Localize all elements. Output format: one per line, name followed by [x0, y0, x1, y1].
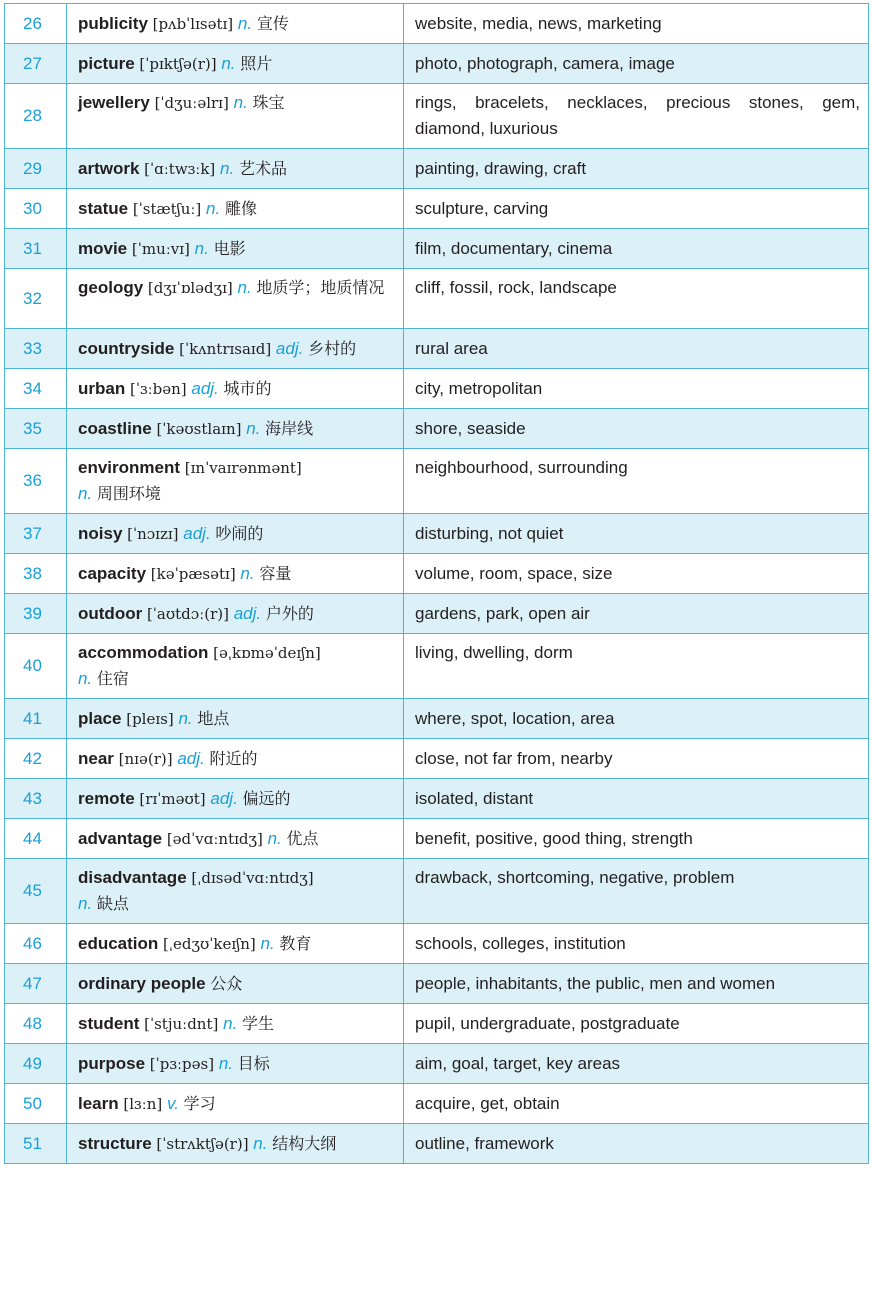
headword: student — [78, 1013, 140, 1033]
table-row — [5, 4, 869, 44]
synonyms-cell — [404, 229, 869, 269]
phonetic: [ˌdɪsədˈvɑːntɪdʒ] — [191, 869, 314, 887]
table-row — [5, 1044, 869, 1084]
entry-number: 50 — [5, 1084, 67, 1124]
synonyms-cell — [404, 924, 869, 964]
headword: learn — [78, 1093, 119, 1113]
headword: structure — [78, 1133, 152, 1153]
headword: artwork — [78, 158, 140, 178]
entry-number: 37 — [5, 514, 67, 554]
chinese-meaning: 附近的 — [209, 748, 258, 768]
entry-number: 47 — [5, 964, 67, 1004]
headword-cell — [67, 4, 404, 44]
table-row — [5, 449, 869, 514]
headword: accommodation — [78, 643, 209, 662]
synonyms: photo, photograph, camera, image — [415, 53, 675, 73]
headword: urban — [78, 378, 126, 398]
entry-number: 32 — [5, 269, 67, 329]
chinese-meaning: 城市的 — [223, 378, 272, 398]
table-row — [5, 229, 869, 269]
vocabulary-table — [4, 3, 869, 1164]
table-row — [5, 1004, 869, 1044]
synonyms: gardens, park, open air — [415, 603, 590, 623]
chinese-meaning: 缺点 — [96, 894, 129, 913]
headword-cell — [67, 44, 404, 84]
chinese-meaning: 乡村的 — [308, 338, 357, 358]
vocabulary-table-body — [5, 4, 869, 1164]
headword: picture — [78, 53, 135, 73]
table-row — [5, 269, 869, 329]
phonetic: [ˈaʊtdɔː(r)] — [146, 604, 229, 623]
headword: countryside — [78, 338, 175, 358]
part-of-speech: n. — [178, 708, 193, 728]
synonyms-cell — [404, 329, 869, 369]
table-row — [5, 189, 869, 229]
entry-number: 36 — [5, 449, 67, 514]
table-row — [5, 1084, 869, 1124]
table-row — [5, 1124, 869, 1164]
table-row — [5, 594, 869, 634]
phonetic: [ˈkʌntrɪsaɪd] — [179, 339, 272, 358]
synonyms: isolated, distant — [415, 788, 534, 808]
chinese-meaning: 公众 — [210, 973, 243, 993]
synonyms-cell — [404, 1124, 869, 1164]
entry-number: 26 — [5, 4, 67, 44]
part-of-speech: adj. — [275, 338, 304, 358]
headword-cell — [67, 779, 404, 819]
headword-cell — [67, 269, 404, 329]
chinese-meaning: 艺术品 — [238, 158, 287, 178]
part-of-speech: n. — [220, 158, 235, 178]
synonyms: where, spot, location, area — [415, 708, 615, 728]
chinese-meaning: 结构大纲 — [272, 1133, 337, 1153]
phonetic: [ˌedʒʊˈkeɪʃn] — [163, 934, 256, 953]
headword-cell — [67, 819, 404, 859]
headword: purpose — [78, 1053, 146, 1073]
part-of-speech: n. — [253, 1133, 268, 1153]
synonyms-cell — [404, 4, 869, 44]
synonyms: drawback, shortcoming, negative, problem — [415, 868, 735, 887]
headword-cell — [67, 84, 404, 149]
synonyms: rings, bracelets, necklaces, precious stones, gem, diamond, luxurious — [415, 93, 860, 138]
synonyms: painting, drawing, craft — [415, 158, 587, 178]
chinese-meaning: 地点 — [197, 708, 230, 728]
chinese-meaning: 吵闹的 — [215, 523, 264, 543]
synonyms-cell — [404, 819, 869, 859]
entry-number: 40 — [5, 634, 67, 699]
table-row — [5, 964, 869, 1004]
chinese-meaning: 容量 — [259, 563, 292, 583]
entry-number: 38 — [5, 554, 67, 594]
table-row — [5, 149, 869, 189]
synonyms: close, not far from, nearby — [415, 748, 613, 768]
table-row — [5, 554, 869, 594]
chinese-meaning: 地质学；地质情况 — [256, 278, 385, 297]
chinese-meaning: 海岸线 — [265, 418, 314, 438]
headword-cell — [67, 369, 404, 409]
part-of-speech: n. — [221, 53, 236, 73]
headword-cell — [67, 1084, 404, 1124]
entry-number: 29 — [5, 149, 67, 189]
part-of-speech: n. — [240, 563, 255, 583]
entry-number: 42 — [5, 739, 67, 779]
headword: disadvantage — [78, 868, 187, 887]
chinese-meaning: 学习 — [183, 1093, 216, 1113]
headword: movie — [78, 238, 128, 258]
phonetic: [kəˈpæsətɪ] — [150, 564, 236, 583]
entry-number: 45 — [5, 859, 67, 924]
phonetic: [ˈstrʌktʃə(r)] — [156, 1134, 249, 1153]
phonetic: [ˈnɔɪzɪ] — [127, 524, 179, 543]
synonyms-cell — [404, 84, 869, 149]
table-row — [5, 819, 869, 859]
synonyms: neighbourhood, surrounding — [415, 458, 628, 477]
headword-cell — [67, 634, 404, 699]
headword: publicity — [78, 13, 148, 33]
headword: jewellery — [78, 93, 150, 112]
synonyms: living, dwelling, dorm — [415, 643, 573, 662]
synonyms: film, documentary, cinema — [415, 238, 613, 258]
entry-number: 48 — [5, 1004, 67, 1044]
entry-number: 30 — [5, 189, 67, 229]
phonetic: [rɪˈməʊt] — [139, 789, 206, 808]
headword-cell — [67, 924, 404, 964]
entry-number: 27 — [5, 44, 67, 84]
synonyms-cell — [404, 449, 869, 514]
synonyms-cell — [404, 554, 869, 594]
table-row — [5, 634, 869, 699]
entry-number: 43 — [5, 779, 67, 819]
part-of-speech: adj. — [210, 788, 238, 808]
part-of-speech: v. — [166, 1093, 179, 1113]
synonyms-cell — [404, 594, 869, 634]
entry-number: 34 — [5, 369, 67, 409]
headword: capacity — [78, 563, 147, 583]
headword-cell — [67, 739, 404, 779]
phonetic: [əˌkɒməˈdeɪʃn] — [213, 644, 321, 662]
phonetic: [pʌbˈlɪsətɪ] — [152, 14, 234, 33]
part-of-speech: n. — [246, 418, 261, 438]
headword: coastline — [78, 418, 152, 438]
part-of-speech: n. — [78, 669, 93, 688]
part-of-speech: n. — [237, 13, 253, 33]
headword: geology — [78, 278, 144, 297]
headword: education — [78, 933, 159, 953]
synonyms: rural area — [415, 338, 488, 358]
table-row — [5, 329, 869, 369]
phonetic: [ˈɜːbən] — [129, 379, 187, 398]
headword: ordinary people — [78, 973, 206, 993]
entry-number: 31 — [5, 229, 67, 269]
table-row — [5, 924, 869, 964]
entry-number: 44 — [5, 819, 67, 859]
table-row — [5, 779, 869, 819]
part-of-speech: n. — [223, 1013, 238, 1033]
synonyms-cell — [404, 859, 869, 924]
synonyms-cell — [404, 514, 869, 554]
headword-cell — [67, 554, 404, 594]
synonyms-cell — [404, 1044, 869, 1084]
headword-cell — [67, 514, 404, 554]
headword-cell — [67, 859, 404, 924]
chinese-meaning: 宣传 — [256, 13, 289, 33]
phonetic: [ɪnˈvaɪrənmənt] — [184, 459, 302, 477]
headword-cell — [67, 449, 404, 514]
chinese-meaning: 目标 — [237, 1053, 270, 1073]
synonyms: sculpture, carving — [415, 198, 549, 218]
table-row — [5, 409, 869, 449]
synonyms-cell — [404, 149, 869, 189]
entry-number: 46 — [5, 924, 67, 964]
synonyms-cell — [404, 189, 869, 229]
headword: statue — [78, 198, 129, 218]
part-of-speech: n. — [267, 828, 282, 848]
chinese-meaning: 电影 — [213, 238, 246, 258]
table-row — [5, 84, 869, 149]
chinese-meaning: 教育 — [279, 933, 312, 953]
table-row — [5, 699, 869, 739]
synonyms: website, media, news, marketing — [415, 13, 662, 33]
part-of-speech: n. — [206, 198, 221, 218]
synonyms-cell — [404, 964, 869, 1004]
synonyms: people, inhabitants, the public, men and women — [415, 973, 776, 993]
synonyms: shore, seaside — [415, 418, 526, 438]
chinese-meaning: 珠宝 — [252, 93, 285, 112]
phonetic: [ˈdʒuːəlrɪ] — [154, 94, 229, 112]
chinese-meaning: 雕像 — [224, 198, 257, 218]
entry-number: 39 — [5, 594, 67, 634]
part-of-speech: adj. — [233, 603, 262, 623]
entry-number: 28 — [5, 84, 67, 149]
headword-cell — [67, 189, 404, 229]
headword: place — [78, 708, 122, 728]
synonyms-cell — [404, 1004, 869, 1044]
part-of-speech: n. — [78, 484, 93, 503]
synonyms: city, metropolitan — [415, 378, 543, 398]
synonyms-cell — [404, 269, 869, 329]
phonetic: [nɪə(r)] — [118, 749, 173, 768]
headword-cell — [67, 149, 404, 189]
chinese-meaning: 周围环境 — [96, 484, 161, 503]
headword: outdoor — [78, 603, 143, 623]
table-row — [5, 369, 869, 409]
entry-number: 49 — [5, 1044, 67, 1084]
synonyms-cell — [404, 1084, 869, 1124]
headword-cell — [67, 409, 404, 449]
entry-number: 41 — [5, 699, 67, 739]
phonetic: [ˈstjuːdnt] — [144, 1014, 219, 1033]
chinese-meaning: 住宿 — [96, 669, 129, 688]
phonetic: [pleɪs] — [126, 709, 174, 728]
headword-cell — [67, 594, 404, 634]
headword: remote — [78, 788, 135, 808]
synonyms-cell — [404, 779, 869, 819]
headword-cell — [67, 1004, 404, 1044]
headword: environment — [78, 458, 181, 477]
part-of-speech: n. — [194, 238, 209, 258]
synonyms: aim, goal, target, key areas — [415, 1053, 621, 1073]
part-of-speech: n. — [237, 278, 252, 297]
synonyms: acquire, get, obtain — [415, 1093, 560, 1113]
phonetic: [ˈmuːvɪ] — [131, 239, 190, 258]
synonyms: volume, room, space, size — [415, 563, 613, 583]
synonyms-cell — [404, 369, 869, 409]
synonyms: disturbing, not quiet — [415, 523, 564, 543]
part-of-speech: n. — [218, 1053, 234, 1073]
synonyms-cell — [404, 409, 869, 449]
phonetic: [dʒɪˈɒlədʒɪ] — [147, 279, 233, 297]
part-of-speech: n. — [78, 894, 93, 913]
chinese-meaning: 偏远的 — [242, 788, 291, 808]
phonetic: [ˈstætʃuː] — [132, 199, 202, 218]
headword-cell — [67, 1044, 404, 1084]
table-row — [5, 514, 869, 554]
part-of-speech: n. — [260, 933, 275, 953]
headword: near — [78, 748, 114, 768]
entry-number: 35 — [5, 409, 67, 449]
chinese-meaning: 优点 — [286, 828, 319, 848]
phonetic: [ˈkəʊstlaɪn] — [156, 419, 242, 438]
synonyms-cell — [404, 44, 869, 84]
entry-number: 33 — [5, 329, 67, 369]
headword: advantage — [78, 828, 163, 848]
headword: noisy — [78, 523, 123, 543]
phonetic: [ˈpɪktʃə(r)] — [139, 54, 217, 73]
entry-number: 51 — [5, 1124, 67, 1164]
synonyms: pupil, undergraduate, postgraduate — [415, 1013, 680, 1033]
synonyms-cell — [404, 739, 869, 779]
headword-cell — [67, 329, 404, 369]
synonyms: schools, colleges, institution — [415, 933, 626, 953]
synonyms-cell — [404, 634, 869, 699]
table-row — [5, 859, 869, 924]
phonetic: [ˈɑːtwɜːk] — [144, 159, 216, 178]
table-row — [5, 44, 869, 84]
synonyms: benefit, positive, good thing, strength — [415, 828, 693, 848]
headword-cell — [67, 229, 404, 269]
part-of-speech: n. — [233, 93, 248, 112]
headword-cell — [67, 699, 404, 739]
synonyms-cell — [404, 699, 869, 739]
phonetic: [ədˈvɑːntɪdʒ] — [166, 829, 263, 848]
synonyms: cliff, fossil, rock, landscape — [415, 278, 617, 297]
phonetic: [lɜːn] — [123, 1094, 163, 1113]
phonetic: [ˈpɜːpəs] — [149, 1054, 215, 1073]
table-row — [5, 739, 869, 779]
chinese-meaning: 户外的 — [265, 603, 314, 623]
chinese-meaning: 学生 — [242, 1013, 275, 1033]
headword-cell — [67, 964, 404, 1004]
chinese-meaning: 照片 — [240, 53, 273, 73]
part-of-speech: adj. — [177, 748, 205, 768]
part-of-speech: adj. — [183, 523, 211, 543]
synonyms: outline, framework — [415, 1133, 554, 1153]
headword-cell — [67, 1124, 404, 1164]
part-of-speech: adj. — [191, 378, 219, 398]
